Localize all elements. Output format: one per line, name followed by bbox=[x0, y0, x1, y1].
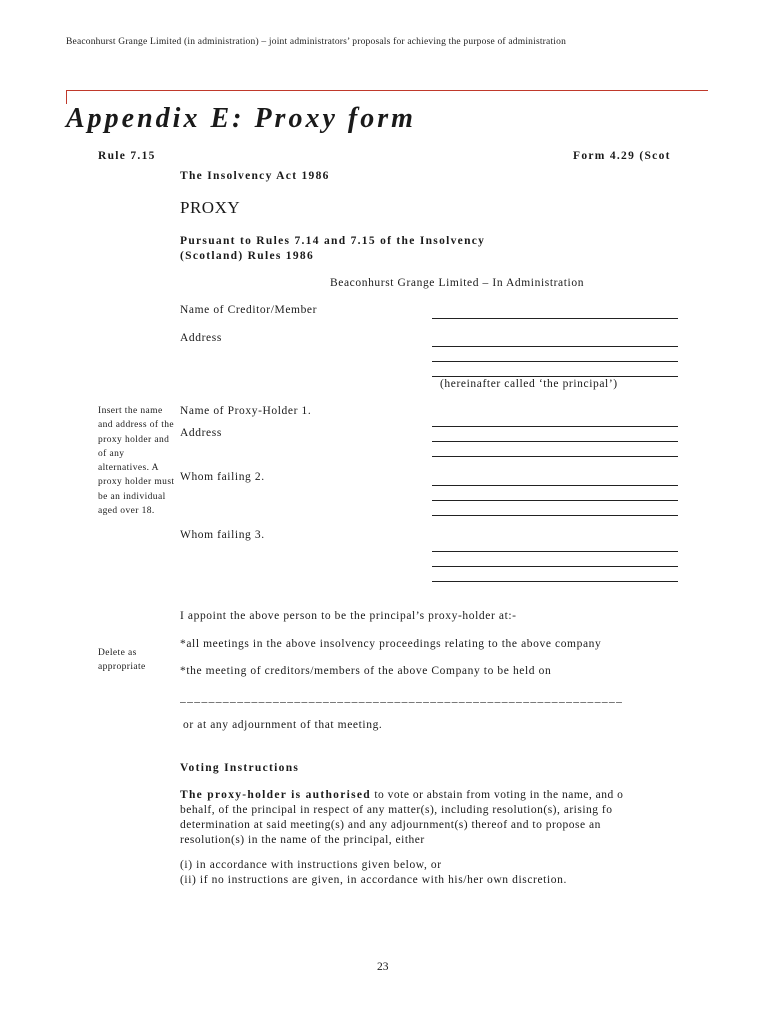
whom-failing-3-line-1[interactable] bbox=[432, 551, 678, 552]
title-rule-tick bbox=[66, 90, 67, 104]
appoint-statement: I appoint the above person to be the principal’s proxy-holder at:- bbox=[180, 610, 517, 622]
adjournment-text: or at any adjournment of that meeting. bbox=[183, 719, 383, 731]
proxy-holder-line-3[interactable] bbox=[432, 456, 678, 457]
voting-line-2: behalf, of the principal in respect of any matter(s), including resolution(s), arising fo bbox=[180, 804, 613, 816]
delete-side-note: Delete as appropriate bbox=[98, 648, 146, 673]
whom-failing-2-label: Whom failing 2. bbox=[180, 471, 265, 483]
creditor-label: Name of Creditor/Member bbox=[180, 304, 318, 316]
proxy-holder-line-2[interactable] bbox=[432, 441, 678, 442]
whom-failing-2-line-3[interactable] bbox=[432, 515, 678, 516]
address-line-2[interactable] bbox=[432, 361, 678, 362]
proxy-holder-line-1[interactable] bbox=[432, 426, 678, 427]
meeting-date-line[interactable]: ______________________________________________________________ bbox=[180, 692, 624, 704]
proxy-address-label: Address bbox=[180, 427, 222, 439]
title-rule bbox=[66, 90, 708, 91]
option-specific-meeting: *the meeting of creditors/members of the above Company to be held on bbox=[180, 665, 552, 677]
rule-reference: Rule 7.15 bbox=[98, 150, 156, 162]
principal-note: (hereinafter called ‘the principal’) bbox=[440, 378, 618, 390]
form-number: Form 4.29 (Scot bbox=[573, 150, 671, 162]
voting-line-3: determination at said meeting(s) and any adjournment(s) thereof and to propose an bbox=[180, 819, 601, 831]
act-title: The Insolvency Act 1986 bbox=[180, 170, 330, 182]
whom-failing-2-line-2[interactable] bbox=[432, 500, 678, 501]
proxy-heading: PROXY bbox=[180, 198, 241, 217]
option-all-meetings: *all meetings in the above insolvency proceedings relating to the above company bbox=[180, 638, 602, 650]
whom-failing-3-label: Whom failing 3. bbox=[180, 529, 265, 541]
voting-line-1-rest: to vote or abstain from voting in the name, and o bbox=[370, 789, 624, 801]
voting-line-4: resolution(s) in the name of the principal, either bbox=[180, 834, 425, 846]
address-line-1[interactable] bbox=[432, 346, 678, 347]
option-i: (i) in accordance with instructions given below, or bbox=[180, 859, 442, 871]
address-line-3[interactable] bbox=[432, 376, 678, 377]
whom-failing-3-line-2[interactable] bbox=[432, 566, 678, 567]
option-ii: (ii) if no instructions are given, in accordance with his/her own discretion. bbox=[180, 874, 567, 886]
whom-failing-2-line-1[interactable] bbox=[432, 485, 678, 486]
pursuant-line-1: Pursuant to Rules 7.14 and 7.15 of the Insolvency bbox=[180, 235, 486, 247]
address-label: Address bbox=[180, 332, 222, 344]
running-header: Beaconhurst Grange Limited (in administration) – joint administrators’ proposals for achieving the purpose of administration bbox=[66, 37, 567, 47]
whom-failing-3-line-3[interactable] bbox=[432, 581, 678, 582]
creditor-name-line[interactable] bbox=[432, 318, 678, 319]
voting-authorised-text: The proxy-holder is authorised bbox=[180, 789, 371, 801]
voting-line-1 bbox=[180, 788, 680, 804]
proxy-side-note: Insert the name and address of the proxy holder and of any alternatives. A proxy holder must be an individual aged over 18. bbox=[98, 406, 175, 517]
pursuant-line-2: (Scotland) Rules 1986 bbox=[180, 250, 315, 262]
page-number: 23 bbox=[377, 961, 389, 973]
voting-heading: Voting Instructions bbox=[180, 762, 300, 774]
page-title: Appendix E: Proxy form bbox=[66, 103, 416, 134]
company-name: Beaconhurst Grange Limited – In Administration bbox=[330, 277, 585, 289]
proxy-holder-label: Name of Proxy-Holder 1. bbox=[180, 405, 312, 417]
